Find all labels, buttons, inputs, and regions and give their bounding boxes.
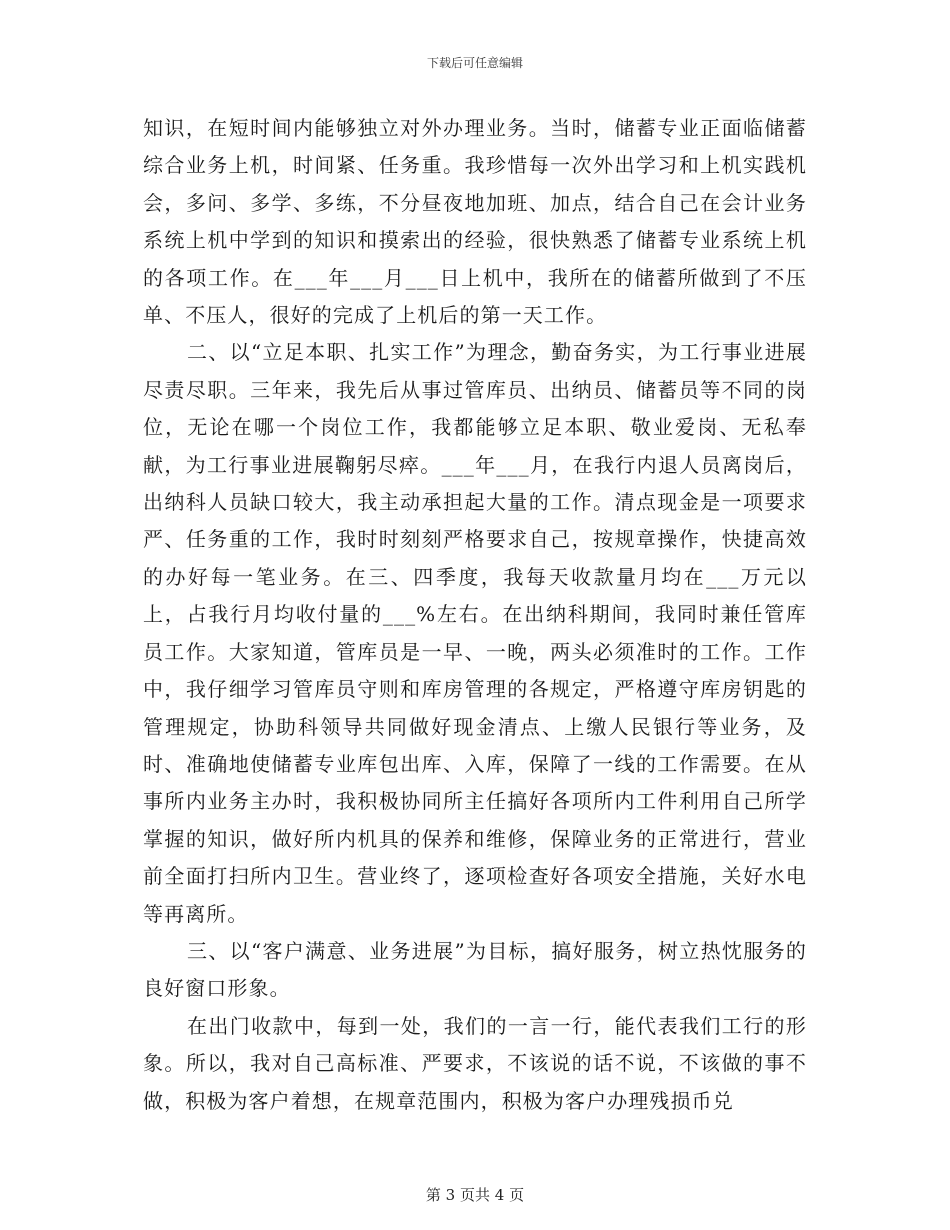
- page-header: 下载后可任意编辑: [426, 56, 523, 70]
- paragraph-4: 在出门收款中，每到一处，我们的一言一行，能代表我们工行的形象。所以，我对自己高标准、严要求，不该说的话不说，不该做的事不做，积极为客户着想，在规章范围内，积极为客户办理残损币兑: [143, 1013, 807, 1113]
- document-body: [143, 110, 807, 1120]
- paragraph-3: 三、以“客户满意、业务进展”为目标，搞好服务，树立热忱服务的良好窗口形象。: [143, 938, 807, 1001]
- paragraph-1: 知识，在短时间内能够独立对外办理业务。当时，储蓄专业正面临储蓄综合业务上机，时间紧、任务重。我珍惜每一次外出学习和上机实践机会，多问、多学、多练，不分昼夜地加班、加点，结合自己在会计业务系统上机中学到的知识和摸索出的经验，很快熟悉了储蓄专业系统上机的各项工作。在___年___月___日上机中，我所在的储蓄所做到了不压单、不压人，很好的完成了上机后的第一天工作。: [143, 116, 807, 328]
- page-footer: 第 3 页共 4 页: [425, 1186, 525, 1204]
- paragraph-2: 二、以“立足本职、扎实工作”为理念，勤奋务实，为工行事业进展尽责尽职。三年来，我先后从事过管库员、出纳员、储蓄员等不同的岗位，无论在哪一个岗位工作，我都能够立足本职、敬业爱岗、无私奉献，为工行事业进展鞠躬尽瘁。___年___月，在我行内退人员离岗后，出纳科人员缺口较大，我主动承担起大量的工作。清点现金是一项要求严、任务重的工作，我时时刻刻严格要求自己，按规章操作，快捷高效的办好每一笔业务。在三、四季度，我每天收款量月均在___万元以上，占我行月均收付量的___%左右。在出纳科期间，我同时兼任管库员工作。大家知道，管库员是一早、一晚，两头必须准时的工作。工作中，我仔细学习管库员守则和库房管理的各规定，严格遵守库房钥匙的管理规定，协助科领导共同做好现金清点、上缴人民银行等业务，及时、准确地使储蓄专业库包出库、入库，保障了一线的工作需要。在从事所内业务主办时，我积极协同所主任搞好各项所内工件利用自己所学掌握的知识，做好所内机具的保养和维修，保障业务的正常进行，营业前全面打扫所内卫生。营业终了，逐项检查好各项安全措施，关好水电等再离所。: [143, 340, 807, 926]
